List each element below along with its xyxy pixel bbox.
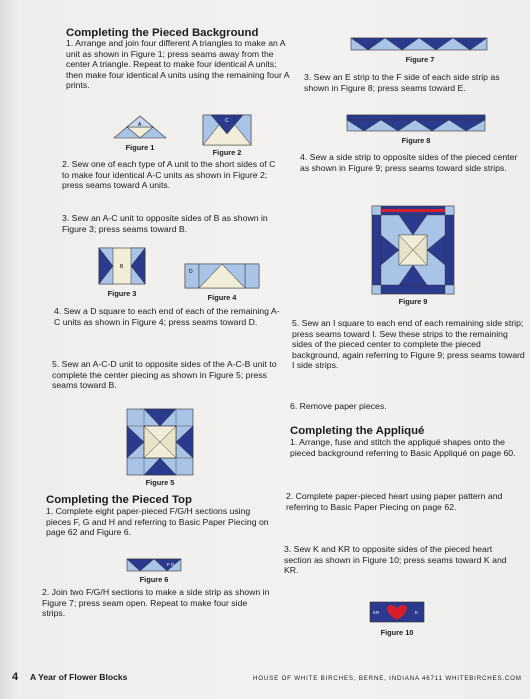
svg-text:C: C [225, 118, 229, 124]
figure-10-caption: Figure 10 [380, 628, 414, 637]
figure-4-caption: Figure 4 [207, 293, 237, 302]
step-text: 3. Sew K and KR to opposite sides of the pieced heart section as shown in Figure 10; press seams toward K and KR. [284, 544, 507, 576]
figure-7-caption: Figure 7 [405, 55, 435, 64]
heading-pieced-background: Completing the Pieced Background [66, 27, 259, 39]
step-text: 2. Sew one of each type of A unit to the short sides of C to make four identical A-C units as shown in Figure 2; press seams toward A units. [62, 159, 276, 191]
svg-text:KR: KR [373, 610, 380, 615]
figure-5-diagram [126, 408, 194, 476]
figure-6-caption: Figure 6 [139, 575, 169, 584]
svg-text:A: A [138, 122, 142, 128]
figure-9-diagram [371, 205, 455, 295]
step-text: 1. Arrange and join four different A triangles to make an A unit as shown in Figure 1; press seams away from the center A triangle. Repeat to make four identical A units; then make four identical A units using the remaining four A prints. [66, 38, 290, 91]
figure-8-diagram [346, 114, 486, 132]
step-text: 4. Sew a side strip to opposite sides of the pieced center as shown in Figure 9; press seams toward side strips. [300, 152, 518, 173]
figure-5-caption: Figure 5 [145, 478, 175, 487]
step-text: 5. Sew an A-C-D unit to opposite sides of the A-C-B unit to complete the center piecing as shown in Figure 5; press seams toward B. [52, 359, 277, 391]
svg-text:F G: F G [167, 562, 175, 567]
step-text: 4. Sew a D square to each end of each of the remaining A-C units as shown in Figure 4; press seams toward D. [54, 306, 280, 327]
step-text: 6. Remove paper pieces. [290, 401, 387, 411]
figure-3-caption: Figure 3 [107, 289, 137, 298]
figure-7-diagram [350, 37, 488, 51]
figure-2-caption: Figure 2 [212, 148, 242, 157]
figure-1-caption: Figure 1 [125, 143, 155, 152]
svg-text:K: K [415, 610, 419, 615]
svg-text:B: B [120, 264, 124, 270]
step-text: 2. Complete paper-pieced heart using paper pattern and referring to Basic Paper Piecing on page 62. [286, 491, 503, 512]
book-title: A Year of Flower Blocks [30, 672, 128, 682]
step-text: 1. Complete eight paper-pieced F/G/H sections using pieces F, G and H and referring to Basic Paper Piecing on page 62 and Figure 6. [46, 506, 269, 538]
figure-1-diagram [112, 114, 168, 140]
page-number: 4 [12, 671, 19, 683]
heading-applique: Completing the Appliqué [290, 425, 425, 437]
figure-2-diagram [202, 114, 252, 146]
figure-8-caption: Figure 8 [401, 136, 431, 145]
svg-text:D: D [189, 269, 193, 275]
figure-9-caption: Figure 9 [398, 297, 428, 306]
step-text: 2. Join two F/G/H sections to make a side strip as shown in Figure 7; press seam open. Repeat to make four side strips. [42, 587, 270, 619]
figure-4-diagram [184, 263, 260, 289]
step-text: 3. Sew an E strip to the F side of each side strip as shown in Figure 8; press seams toward E. [304, 72, 500, 93]
figure-6-diagram [126, 558, 182, 572]
figure-3-diagram [98, 247, 146, 285]
heading-pieced-top: Completing the Pieced Top [46, 494, 192, 506]
step-text: 3. Sew an A-C unit to opposite sides of B as shown in Figure 3; press seams toward B. [62, 213, 268, 234]
step-text: 1. Arrange, fuse and stitch the appliqué shapes onto the pieced background referring to Basic Appliqué on page 60. [290, 437, 516, 458]
step-text: 5. Sew an I square to each end of each remaining side strip; press seams toward I. Sew these strips to the remaining sides of the pieced center to complete the pieced background, again referring to Figure 9; press seams toward I side strips. [292, 318, 525, 371]
figure-10-diagram [369, 601, 425, 623]
publisher-line: HOUSE OF WHITE BIRCHES, BERNE, INDIANA 46711 WHITEBIRCHES.COM [253, 675, 522, 682]
